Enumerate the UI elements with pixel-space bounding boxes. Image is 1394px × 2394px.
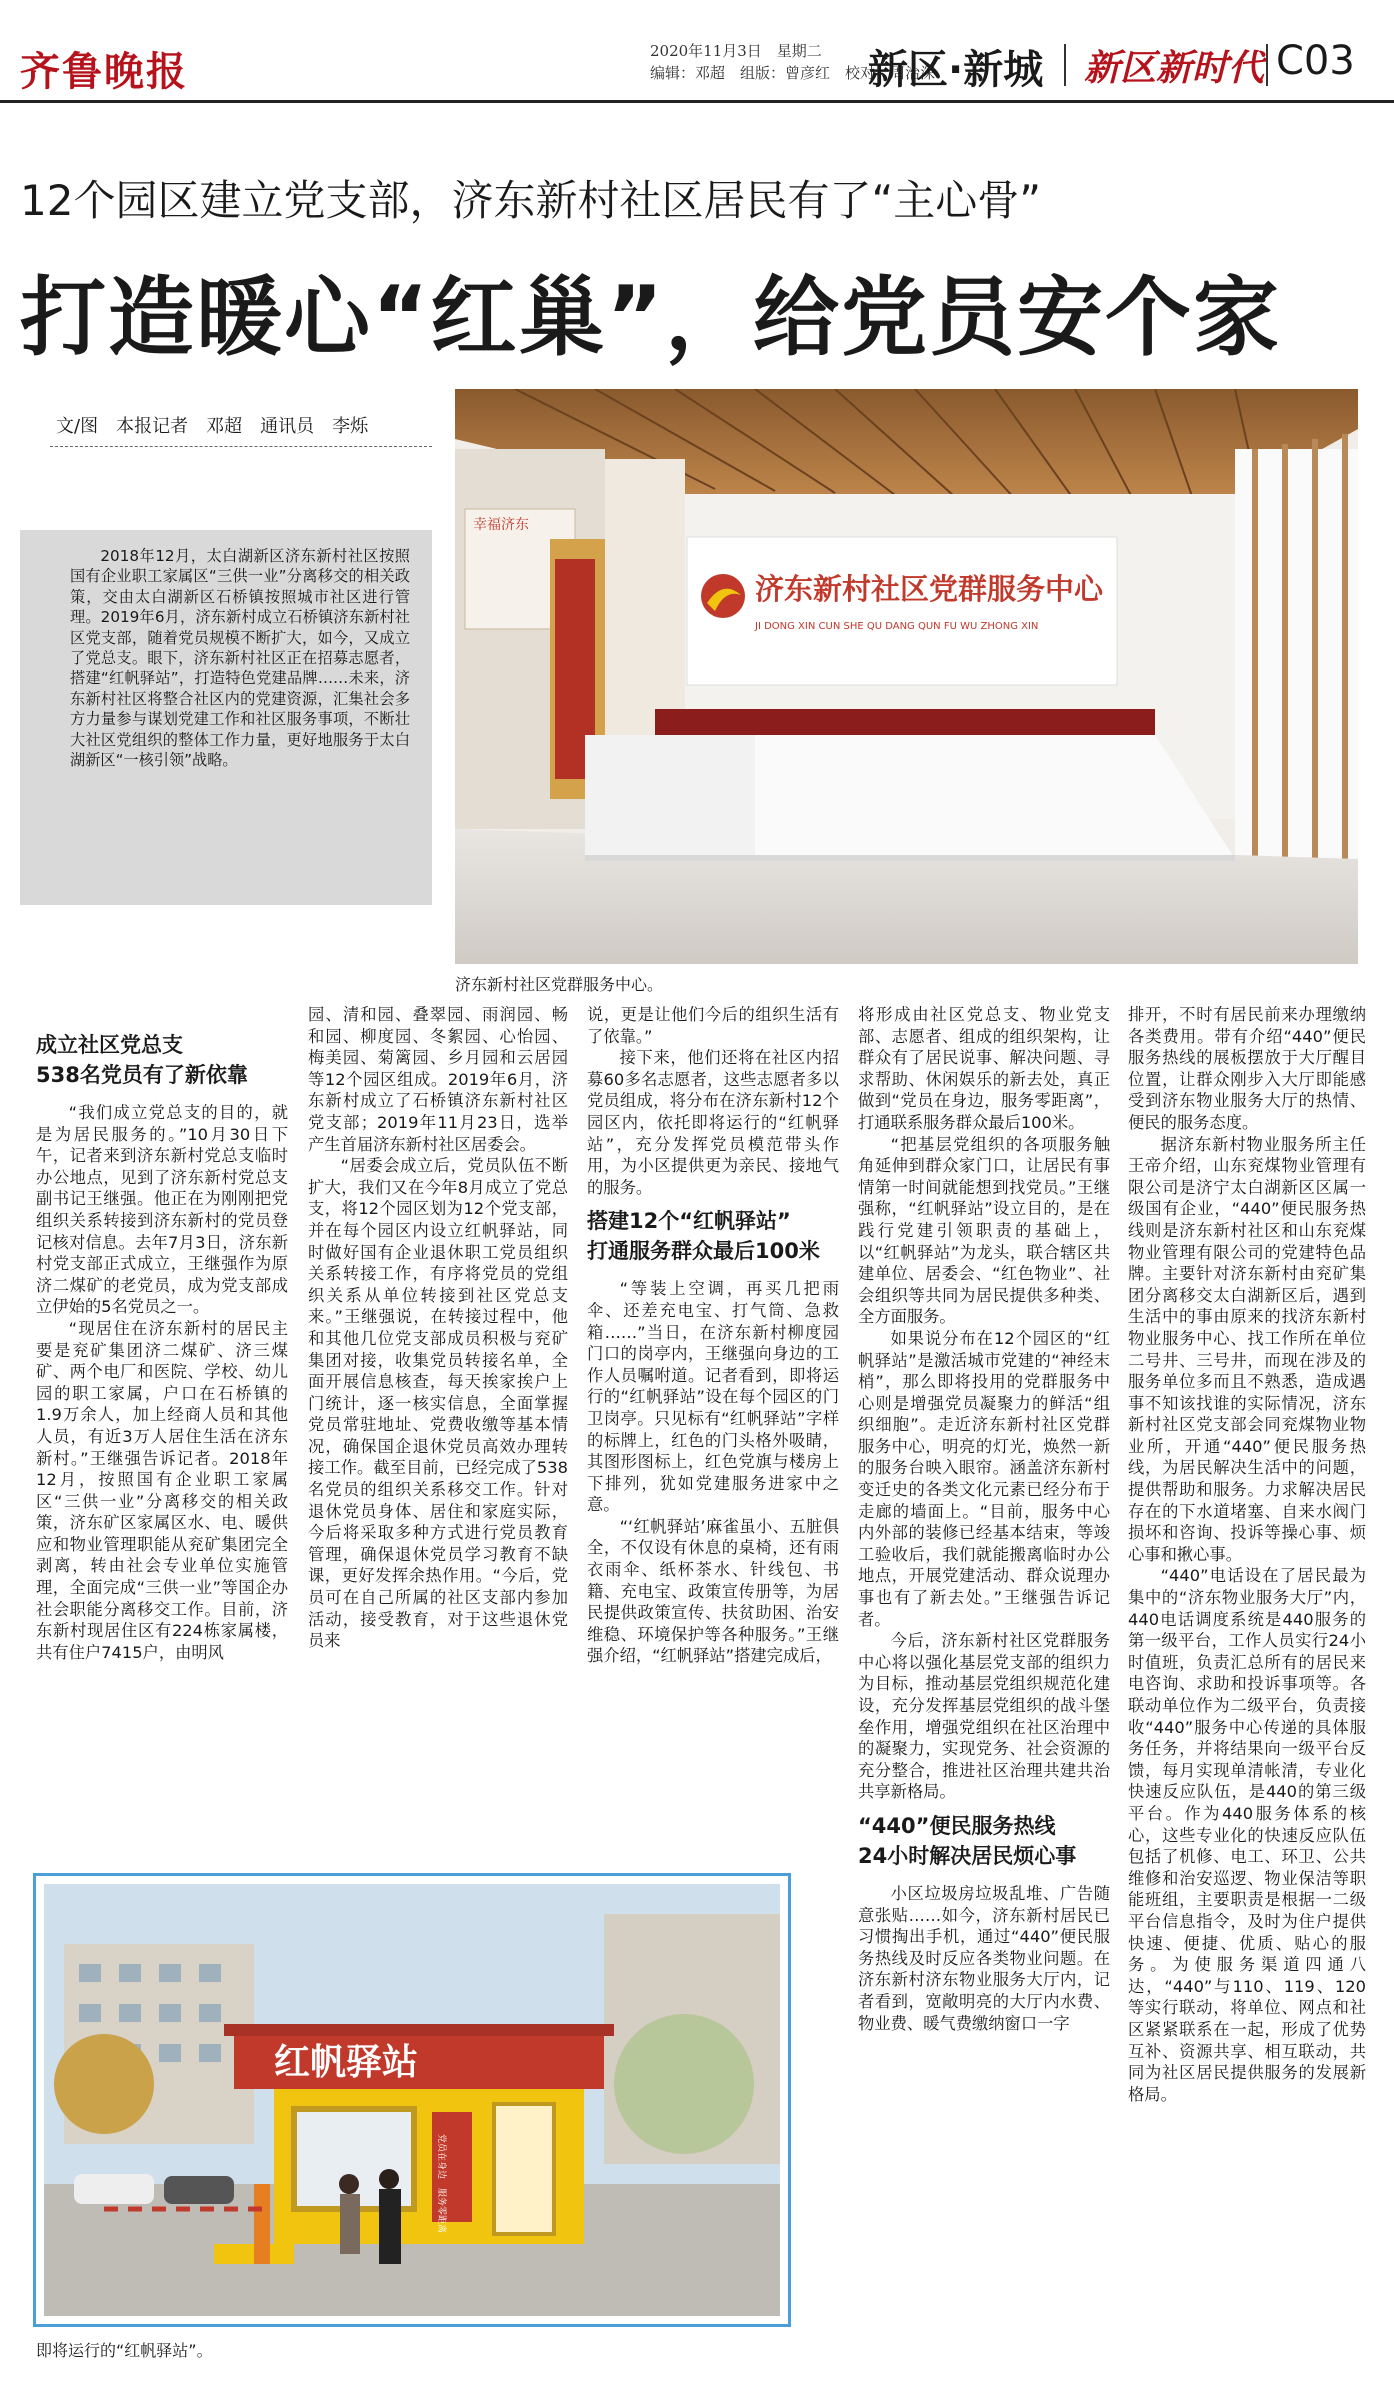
newspaper-masthead: 齐鲁晚报 [20,48,188,95]
section-title: 新区·新城 [868,47,1044,93]
wall-slogan: 幸福济东 [473,517,529,533]
paragraph: “把基层党组织的各项服务触角延伸到群众家门口，让居民有事情第一时间就能想到找党员。”王继强称，“红帆驿站”设立目的，是在践行党建引领职责的基础上，以“红帆驿站”为龙头，联合辖区共建单位、居委会、“红色物业”、社会组织等共同为居民提供多种类、全方面服务。 [858,1134,1110,1327]
article-headline: 打造暖心“红巢”，给党员安个家 [20,268,1282,368]
lead-paragraph: 2018年12月，太白湖新区济东新村社区按照国有企业职工家属区“三供一业”分离移交的相关政策，交由太白湖新区石桥镇按照城市社区进行管理。2019年6月，济东新村成立石桥镇济东新村社区党支部，随着党员规模不断扩大，如今，又成立了党总支。眼下，济东新村社区正在招募志愿者，搭建“红帆驿站”，打造特色党建品牌……未来，济东新村社区将整合社区内的党建资源，汇集社会多方力量参与谋划党建工作和社区服务事项，不断壮大社区党组织的整体工作力量，更好地服务于太白湖新区“一核引领”战略。 [70,547,410,770]
article-kicker: 12个园区建立党支部，济东新村社区居民有了“主心骨” [20,176,1041,225]
station-slogan: 党员在身边 服务零距离 [436,2134,446,2234]
paragraph: “‘红帆驿站’麻雀虽小、五脏俱全，不仅设有休息的桌椅，还有雨衣雨伞、纸杯茶水、针线包、书籍、充电宝、政策宣传册等，为居民提供政策宣传、扶贫助困、治安维稳、环境保护等各种服务。”王继强介绍，“红帆驿站”搭建完成后， [587,1516,839,1666]
section-subtitle [858,1811,1110,1871]
article-column-5 [1128,1004,1366,2366]
red-sail-station-photo [36,1876,788,2324]
red-sail-station-illustration [44,1884,780,2316]
subtitle-line: 24小时解决居民烦心事 [858,1843,1077,1868]
service-center-pinyin: JI DONG XIN CUN SHE QU DANG QUN FU WU ZHONG XIN [755,621,1039,632]
paragraph: 今后，济东新村社区党群服务中心将以强化基层党支部的组织力为目标，推动基层党组织规范化建设，充分发挥基层党组织的战斗堡垒作用，增强党组织在社区治理中的凝聚力，实现党务、社会资源的充分整合，推进社区治理共建共治共享新格局。 [858,1631,1110,1802]
paragraph: 将形成由社区党总支、物业党支部、志愿者、组成的组织架构，让群众有了居民说事、解决问题、寻求帮助、休闲娱乐的新去处，真正做到“党员在身边，服务零距离”，打通联系服务群众最后100米。 [858,1005,1110,1132]
header-rule [0,100,1394,103]
header-divider [1266,44,1268,86]
paragraph: 接下来，他们还将在社区内招募60多名志愿者，这些志愿者多以党员组成，将分布在济东新村12个园区内，依托即将运行的“红帆驿站”，充分发挥党员模范带头作用，为小区提供更为亲民、接地气的服务。 [587,1048,839,1197]
paragraph: “等装上空调，再买几把雨伞、还差充电宝、打气筒、急救箱……”当日，在济东新村柳度园门口的岗亭内，王继强向身边的工作人员嘱咐道。记者看到，即将运行的“红帆驿站”设在每个园区的门卫岗亭。只见标有“红帆驿站”字样的标牌上，红色的门头格外吸睛，其图形图标上，红色党旗与楼房上下排列，犹如党建服务进家中之意。 [587,1279,839,1515]
service-center-photo [455,389,1358,964]
header-divider [1064,44,1066,86]
paragraph: 园、清和园、叠翠园、雨润园、畅和园、柳度园、冬絮园、心怡园、梅美园、菊篱园、乡月园和云居园等12个园区组成。2019年6月，济东新村成立了石桥镇济东新村社区党支部；2019年11月23日，选举产生首届济东新村社区居委会。 [308,1005,568,1154]
issue-date: 2020年11月3日 星期二 [650,42,822,60]
page-number: C03 [1276,38,1355,84]
service-center-illustration [455,389,1358,964]
article-column-4 [858,1004,1110,2366]
section-subtitle [36,1030,288,1090]
photo-caption: 即将运行的“红帆驿站”。 [36,2341,213,2360]
subtitle-line: “440”便民服务热线 [858,1813,1056,1838]
photo-caption: 济东新村社区党群服务中心。 [455,975,664,994]
station-sign: 红帆驿站 [274,2042,419,2083]
paragraph: “现居住在济东新村的居民主要是兖矿集团济二煤矿、济三煤矿、两个电厂和医院、学校、幼儿园的职工家属，户口在石桥镇的1.9万余人，加上经商人员和其他人员，有近3万人居住生活在济东新村。”王继强告诉记者。2018年12月，按照国有企业职工家属区“三供一业”分离移交的相关政策，济东矿区家属区水、电、暖供应和物业管理职能从兖矿集团完全剥离，转由社会专业单位实施管理，全面完成“三供一业”等国企办社会职能分离移交工作。目前，济东新村现居住区有224栋家属楼，共有住户7415户，由明风 [36,1318,288,1662]
subtitle-line: 打通服务群众最后100米 [587,1239,820,1264]
paragraph: 如果说分布在12个园区的“红帆驿站”是激活城市党建的“神经末梢”，那么即将投用的党群服务中心则是增强党员凝聚力的鲜活“组织细胞”。走近济东新村社区党群服务中心，明亮的灯光，焕然一新的服务台映入眼帘。涵盖济东新村变迁史的各类文化元素已经分布于走廊的墙面上。“目前，服务中心内外部的装修已经基本结束，等竣工验收后，我们就能搬离临时办公地点，开展党建活动、群众说理办事也有了新去处。”王继强告诉记者。 [858,1328,1110,1629]
section-brand-logo: 新区新时代 [1084,47,1265,89]
paragraph: “我们成立党总支的目的，就是为居民服务的。”10月30日下午，记者来到济东新村党总支临时办公地点，见到了济东新村党总支副书记王继强。他正在为刚刚把党组织关系转接到济东新村的党员登记核对信息。去年7月3日，济东新村党支部正式成立，王继强作为原济二煤矿的老党员，成为党支部成立伊始的5名党员之一。 [36,1103,288,1317]
subtitle-line: 成立社区党总支 [36,1033,183,1057]
article-byline: 文/图 本报记者 邓超 通讯员 李烁 [56,416,369,437]
section-subtitle [587,1206,839,1266]
paragraph: “440”电话设在了居民最为集中的“济东物业服务大厅”内，440电话调度系统是440服务的第一级平台，工作人员实行24小时值班，负责汇总所有的居民来电咨询、求助和投诉事项等。各联动单位作为二级平台，负责接收“440”服务中心传递的具体服务任务，并将结果向一级平台反馈，每月实现单清帐清，专业化快速反应队伍，是440的第三级平台。作为440服务体系的核心，这些专业化的快速反应队伍包括了机修、电工、环卫、公共维修和治安巡逻、物业保洁等职能班组，主要职责是根据一二级平台信息指令，及时为住户提供快速、便捷、优质、贴心的服务。为使服务渠道四通八达，“440”与110、119、120等实行联动，将单位、网点和社区紧紧联系在一起，形成了优势互补、资源共享、相互联动，共同为社区居民提供服务的发展新格局。 [1128,1566,1366,2104]
paragraph: 据济东新村物业服务所主任王帝介绍，山东兖煤物业管理有限公司是济宁太白湖新区区属一级国有企业，“440”便民服务热线则是济东新村社区和山东兖煤物业管理有限公司的党建特色品牌。主要针对济东新村由兖矿集团分离移交太白湖新区后，遇到生活中的事由原来的找济东新村物业服务中心、找工作所在单位二号井、三号井，而现在涉及的服务单位多而且不熟悉，造成遇事不知该找谁的实际情况，济东新村社区党支部会同兖煤物业物业所，开通“440”便民服务热线，为居民解决生活中的问题，提供帮助和服务。力求解决居民存在的下水道堵塞、自来水阀门损坏和咨询、投诉等操心事、烦心事和揪心事。 [1128,1134,1366,1564]
paragraph: 排开，不时有居民前来办理缴纳各类费用。带有介绍“440”便民服务热线的展板摆放于大厅醒目位置，让群众刚步入大厅即能感受到济东物业服务大厅的热情、便民的服务态度。 [1128,1005,1366,1132]
paragraph: 说，更是让他们今后的组织生活有了依靠。” [587,1005,839,1046]
article-column-2 [308,1004,568,1849]
paragraph: 小区垃圾房垃圾乱堆、广告随意张贴……如今，济东新村居民已习惯掏出手机，通过“440”便民服务热线及时反应各类物业问题。在济东新村济东物业服务大厅内，记者看到，宽敞明亮的大厅内水费、物业费、暖气费缴纳窗口一字 [858,1883,1110,2033]
article-column-1 [36,1022,288,1852]
subtitle-line: 538名党员有了新依靠 [36,1063,248,1087]
byline-rule [50,446,432,447]
editor-credits: 编辑：邓超 组版：曾彦红 校对：周治深 [650,64,936,82]
paragraph: “居委会成立后，党员队伍不断扩大，我们又在今年8月成立了党总支，将12个园区划为12个党支部，并在每个园区内设立红帆驿站，同时做好国有企业退休职工党员组织关系转接工作，有序将党员的党组织关系从单位转接到社区党总支来。”王继强说，在转接过程中，他和其他几位党支部成员积极与兖矿集团对接，收集党员转接名单，全面开展信息核查，每天挨家挨户上门统计，逐一核实信息，全面掌握党员常驻地址、党费收缴等基本情况，确保国企退休党员高效办理转接工作。截至目前，已经完成了538名党员的组织关系移交工作。针对退休党员身体、居住和家庭实际，今后将采取多种方式进行党员教育管理，确保退休党员学习教育不缺课，更好发挥余热作用。“今后，党员可在自己所属的社区支部内参加活动，接受教育，对于这些退休党员来 [308,1156,568,1651]
subtitle-line: 搭建12个“红帆驿站” [587,1209,791,1234]
service-center-sign: 济东新村社区党群服务中心 [755,572,1104,606]
